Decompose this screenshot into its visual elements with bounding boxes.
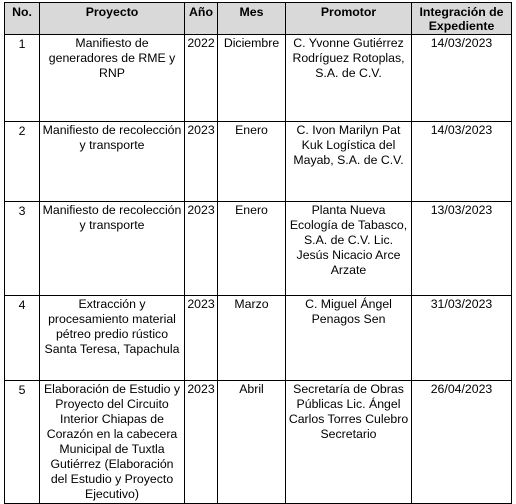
header-promotor: Promotor [286, 3, 412, 35]
cell-promotor: C. Miguel Ángel Penagos Sen [286, 296, 412, 381]
document-page [4, 2, 512, 504]
cell-proyecto: Manifiesto de recolección y transporte [40, 202, 185, 296]
cell-promotor: Planta Nueva Ecología de Tabasco, S.A. de C.V. Lic. Jesús Nicacio Arce Arzate [286, 202, 412, 296]
cell-anio: 2023 [185, 122, 218, 202]
header-mes: Mes [218, 3, 286, 35]
cell-mes: Diciembre [218, 35, 286, 122]
table-header-row [5, 3, 512, 35]
cell-anio: 2023 [185, 381, 218, 504]
cell-proyecto: Elaboración de Estudio y Proyecto del Circuito Interior Chiapas de Corazón en la cabecera Municipal de Tuxtla Gutiérrez (Elaboración del Estudio y Proyecto Ejecutivo) [40, 381, 185, 504]
header-anio: Año [185, 3, 218, 35]
cell-integracion: 14/03/2023 [412, 35, 512, 122]
cell-anio: 2023 [185, 202, 218, 296]
header-proyecto: Proyecto [40, 3, 185, 35]
cell-mes: Enero [218, 202, 286, 296]
cell-integracion: 31/03/2023 [412, 296, 512, 381]
table-row [5, 202, 512, 296]
cell-integracion: 14/03/2023 [412, 122, 512, 202]
cell-integracion: 26/04/2023 [412, 381, 512, 504]
cell-proyecto: Manifiesto de generadores de RME y RNP [40, 35, 185, 122]
header-integracion: Integración de Expediente [412, 3, 512, 35]
cell-anio: 2022 [185, 35, 218, 122]
cell-no: 4 [5, 296, 40, 381]
table-row [5, 35, 512, 122]
table-row [5, 122, 512, 202]
cell-no: 1 [5, 35, 40, 122]
cell-mes: Marzo [218, 296, 286, 381]
table-row [5, 381, 512, 504]
projects-table [4, 2, 512, 504]
cell-no: 5 [5, 381, 40, 504]
cell-mes: Enero [218, 122, 286, 202]
cell-promotor: C. Yvonne Gutiérrez Rodríguez Rotoplas, S.A. de C.V. [286, 35, 412, 122]
cell-proyecto: Manifiesto de recolección y transporte [40, 122, 185, 202]
cell-anio: 2023 [185, 296, 218, 381]
cell-promotor: Secretaría de Obras Públicas Lic. Ángel Carlos Torres Culebro Secretario [286, 381, 412, 504]
table-row [5, 296, 512, 381]
cell-proyecto: Extracción y procesamiento material pétreo predio rústico Santa Teresa, Tapachula [40, 296, 185, 381]
cell-promotor: C. Ivon Marilyn Pat Kuk Logística del Mayab, S.A. de C.V. [286, 122, 412, 202]
cell-no: 3 [5, 202, 40, 296]
header-no: No. [5, 3, 40, 35]
cell-no: 2 [5, 122, 40, 202]
cell-mes: Abril [218, 381, 286, 504]
cell-integracion: 13/03/2023 [412, 202, 512, 296]
